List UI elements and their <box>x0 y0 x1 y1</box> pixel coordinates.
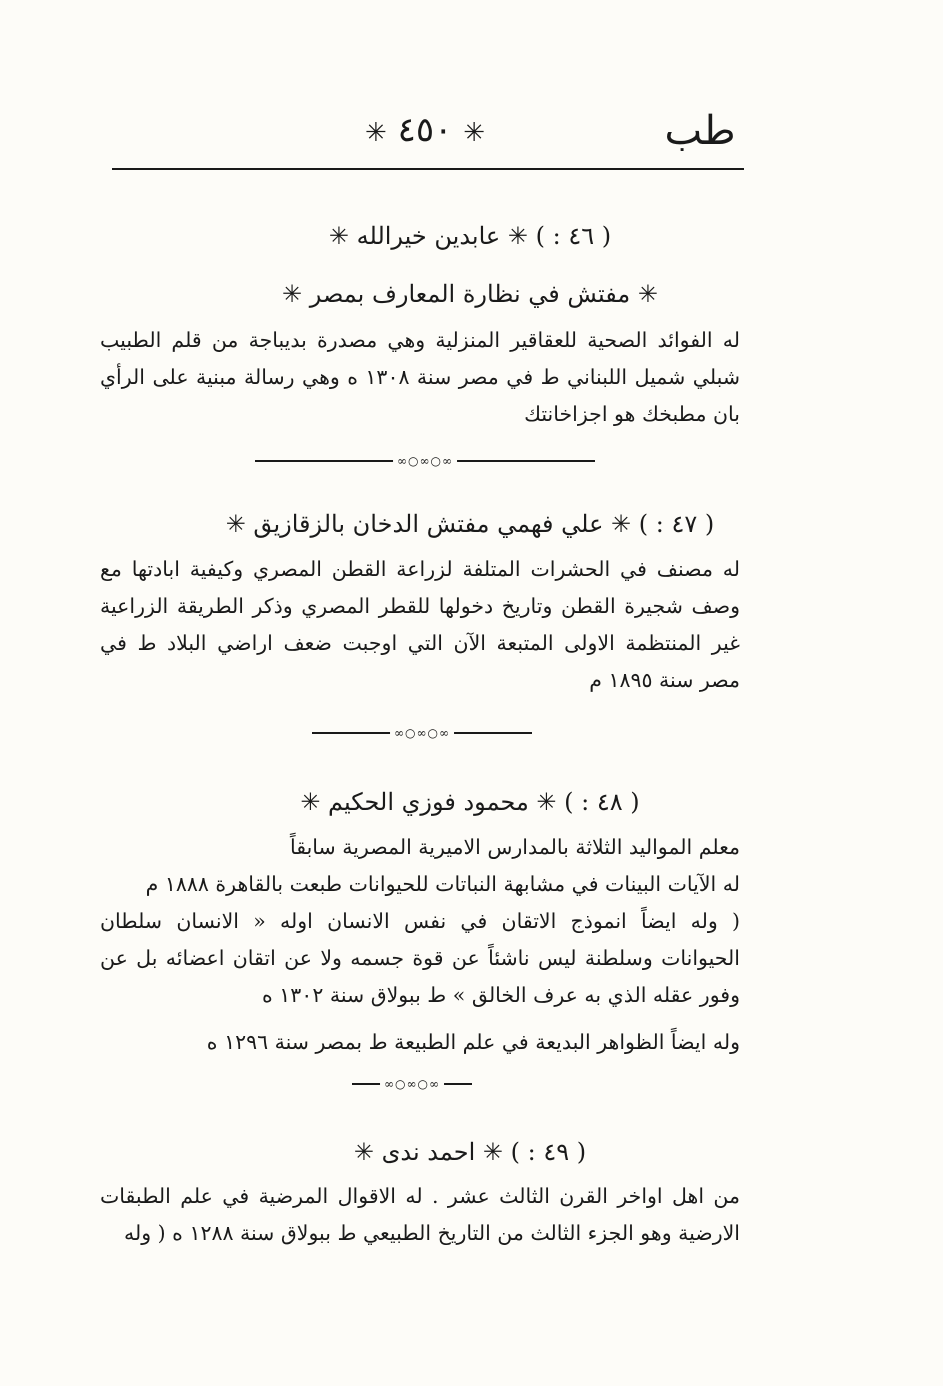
entry-46-title: ( ٤٦ : ) ✳ عابدين خيرالله ✳ <box>328 222 612 250</box>
header-rule <box>112 168 744 170</box>
page-number: ٤٥٠ <box>397 110 453 150</box>
entry-48-paragraph-4: وله ايضاً الظواهر البديعة في علم الطبيعة ط بمصر سنة ١٢٩٦ ه <box>206 1030 740 1054</box>
entry-48-paragraph-2: له الآيات البينات في مشابهة النباتات للحيوانات طبعت بالقاهرة ١٨٨٨ م <box>145 872 740 896</box>
entry-46-paragraph: له الفوائد الصحية للعقاقير المنزلية وهي مصدرة بديباجة من قلم الطبيب شبلي شميل اللبناني ط في مصر سنة ١٣٠٨ ه وهي رسالة مبنية على الرأي بان مطبخك هو اجزاخانتك <box>100 328 740 426</box>
divider-knot-icon: ∞○∞○∞ <box>380 1077 444 1091</box>
section-divider <box>255 454 595 468</box>
star-ornament-icon: ✳ <box>463 118 485 148</box>
entry-46-subtitle: ✳ مفتش في نظارة المعارف بمصر ✳ <box>282 280 658 308</box>
section-code: طب <box>664 108 736 154</box>
entry-47-paragraph: له مصنف في الحشرات المتلفة لزراعة القطن المصري وكيفية ابادتها مع وصف شجيرة القطن وتاريخ دخولها للقطر المصري وذكر الطريقة الزراعية غير المنتظمة الاولى المتبعة الآن التي اوجبت ضعف اراضي البلاد ط في مصر سنة ١٨٩٥ م <box>100 557 740 692</box>
entry-48-paragraph-3: ( وله ايضاً انموذج الاتقان في نفس الانسان اوله « الانسان سلطان الحيوانات وسلطنة ليس ناشئاً عن قوة جسمه ولا عن اتقان اعضائه بل عن وفور عقله الذي به عرف الخالق » ط ببولاق سنة ١٣٠٢ ه <box>100 909 740 1007</box>
divider-knot-icon: ∞○∞○∞ <box>390 726 454 740</box>
entry-48-paragraph-1: معلم المواليد الثلاثة بالمدارس الاميرية المصرية سابقاً <box>289 835 740 859</box>
page-number-line <box>360 110 490 150</box>
entry-47-title: ( ٤٧ : ) ✳ علي فهمي مفتش الدخان بالزقازيق ✳ <box>225 510 715 538</box>
entry-48-title: ( ٤٨ : ) ✳ محمود فوزي الحكيم ✳ <box>300 788 640 816</box>
divider-knot-icon: ∞○∞○∞ <box>393 454 457 468</box>
section-divider <box>312 726 532 740</box>
entry-49-title: ( ٤٩ : ) ✳ احمد ندى ✳ <box>353 1138 587 1166</box>
entry-49-paragraph: من اهل اواخر القرن الثالث عشر . له الاقوال المرضية في علم الطبقات الارضية وهو الجزء الثالث من التاريخ الطبيعي ط ببولاق سنة ١٢٨٨ ه ( وله <box>100 1184 740 1245</box>
star-ornament-icon: ✳ <box>364 118 387 148</box>
section-divider <box>352 1077 472 1091</box>
